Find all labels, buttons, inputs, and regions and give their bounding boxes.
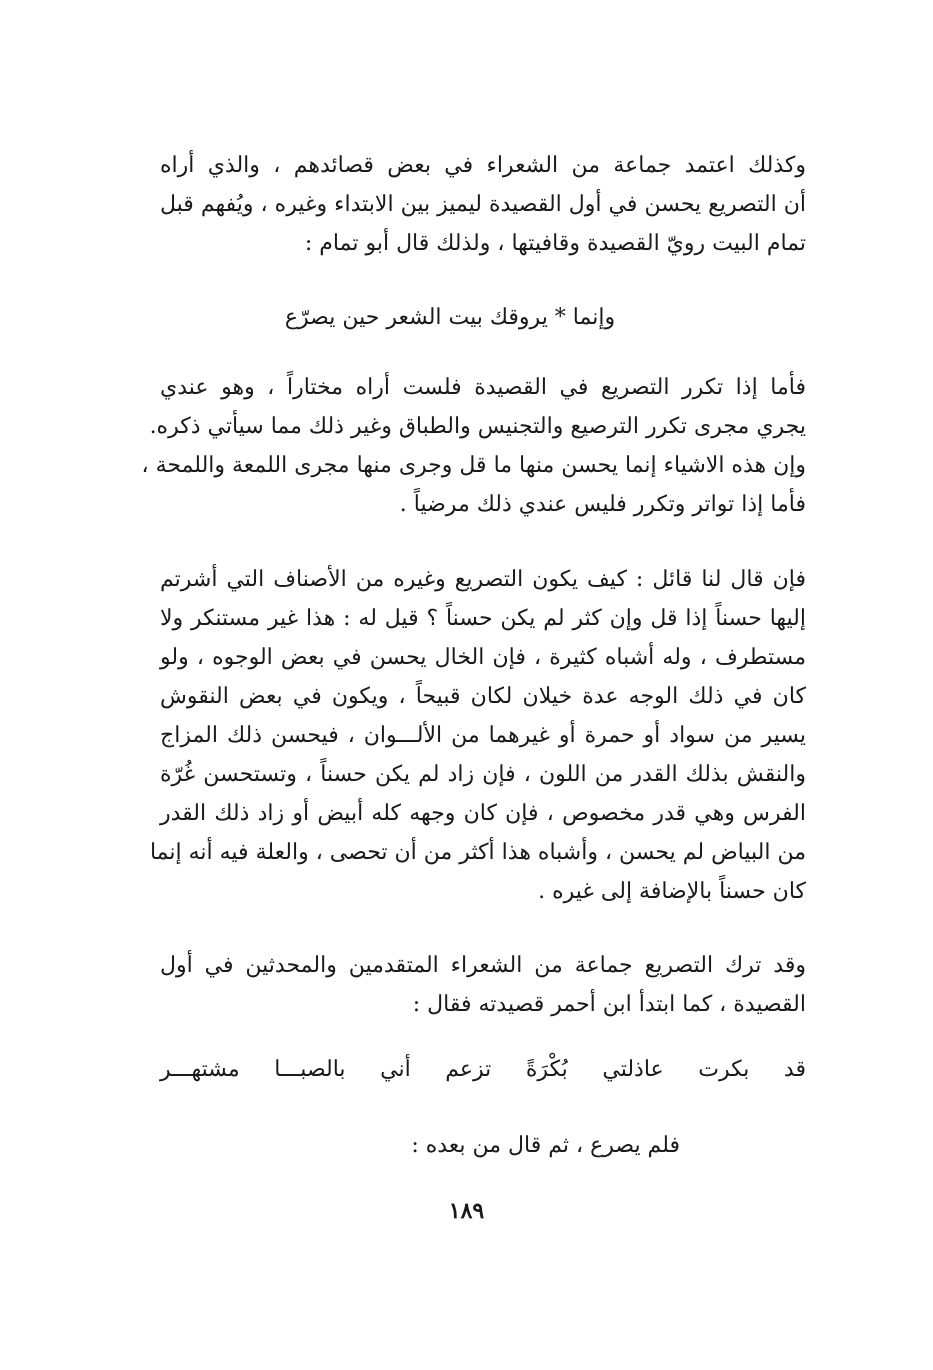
text-line: وإن هذه الاشياء إنما يحسن منها ما قل وجرى منها مجرى اللمعة واللمحة ، (141, 453, 806, 478)
verse-quote-1: وإنما * يروقك بيت الشعر حين يصرّع (284, 305, 616, 330)
verse-word: مشتهـــر (160, 1057, 240, 1082)
verse-word: بُكْرَةً (525, 1057, 568, 1082)
text-line: من البياض لم يحسن ، وأشباه هذا أكثر من أن تحصى ، والعلة فيه أنه إنما (149, 840, 806, 865)
verse-word: أني (380, 1057, 411, 1082)
text-line: كان في ذلك الوجه عدة خيلان لكان قبيحاً ، ويكون في بعض النقوش (160, 684, 806, 709)
text-line: وكذلك اعتمد جماعة من الشعراء في بعض قصائدهم ، والذي أراه (160, 153, 806, 178)
text-line: تمام البيت رويّ القصيدة وقافيتها ، ولذلك قال أبو تمام : (304, 231, 806, 256)
text-line: فأما إذا تكرر التصريع في القصيدة فلست أراه مختاراً ، وهو عندي (160, 375, 806, 400)
paragraph-4 (160, 946, 806, 1024)
verse-quote-2 (160, 1050, 806, 1089)
text-line: يسير من سواد أو حمرة أو غيرهما من الألـــوان ، فيحسن ذلك المزاج (160, 723, 806, 748)
verse-word: عاذلتي (602, 1057, 664, 1082)
verse-word: بكرت (698, 1057, 750, 1082)
text-line: فأما إذا تواتر وتكرر فليس عندي ذلك مرضياً . (399, 492, 806, 517)
verse-word: قد (783, 1057, 806, 1082)
text-line: فإن قال لنا قائل : كيف يكون التصريع وغيره من الأصناف التي أشرتم (160, 567, 806, 592)
text-line: القصيدة ، كما ابتدأ ابن أحمر قصيدته فقال : (412, 992, 806, 1017)
paragraph-3 (149, 560, 806, 911)
text-line: والنقش بذلك القدر من اللون ، فإن زاد لم يكن حسناً ، وتستحسن غُرّة (160, 762, 806, 787)
text-line: إليها حسناً إذا قل وإن كثر لم يكن حسناً ؟ قيل له : هذا غير مستنكر ولا (160, 606, 806, 631)
text-line: وقد ترك التصريع جماعة من الشعراء المتقدمين والمحدثين في أول (160, 953, 806, 978)
text-line: أن التصريع يحسن في أول القصيدة ليميز بين الابتداء وغيره ، ويُفهم قبل (160, 192, 806, 217)
paragraph-2 (141, 368, 806, 524)
paragraph-5: فلم يصرع ، ثم قال من بعده : (411, 1133, 680, 1158)
verse-word: تزعم (445, 1057, 492, 1082)
text-line: مستطرف ، وله أشباه كثيرة ، فإن الخال يحسن في بعض الوجوه ، ولو (160, 645, 806, 670)
text-line: كان حسناً بالإضافة إلى غيره . (538, 879, 806, 904)
verse-word: بالصبـــا (274, 1057, 346, 1082)
paragraph-1 (160, 146, 806, 263)
text-line: يجري مجرى تكرر الترصيع والتجنيس والطباق وغير ذلك مما سيأتي ذكره. (149, 414, 806, 439)
page-number: ١٨٩ (448, 1198, 485, 1224)
text-line: الفرس وهي قدر مخصوص ، فإن كان وجهه كله أبيض أو زاد ذلك القدر (160, 801, 806, 826)
